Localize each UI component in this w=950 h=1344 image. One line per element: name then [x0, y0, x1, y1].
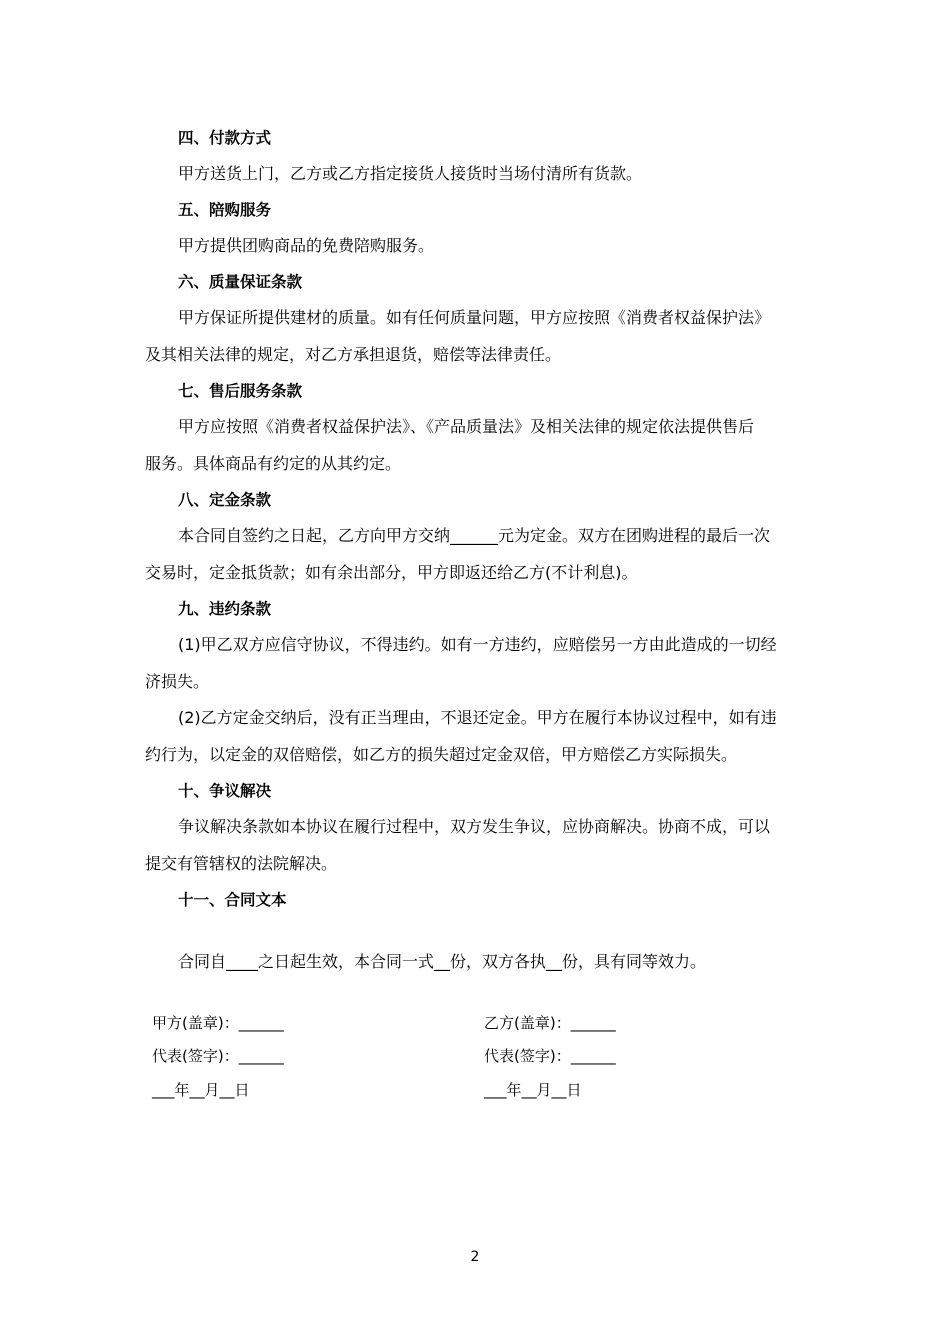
paragraph-line: (1)甲乙双方应信守协议，不得违约。如有一方违约，应赔偿另一方由此造成的一切经 [178, 635, 777, 654]
paragraph-line: (2)乙方定金交纳后，没有正当理由，不退还定金。甲方在履行本协议过程中，如有违 [178, 708, 777, 727]
paragraph-line: 本合同自签约之日起，乙方向甲方交纳______元为定金。双方在团购进程的最后一次 [178, 526, 771, 545]
paragraph-line: 甲方保证所提供建材的质量。如有任何质量问题，甲方应按照《消费者权益保护法》 [178, 308, 771, 327]
section-heading-quality: 六、质量保证条款 [178, 273, 303, 291]
party-b-seal: 乙方(盖章)：______ [484, 1014, 616, 1032]
page-number: 2 [470, 1249, 480, 1265]
section-heading-after-sales: 七、售后服务条款 [178, 382, 303, 400]
party-b-representative: 代表(签字)：______ [484, 1047, 616, 1065]
paragraph-line: 及其相关法律的规定，对乙方承担退货，赔偿等法律责任。 [145, 345, 562, 364]
paragraph-line: 合同自____之日起生效，本合同一式__份，双方各执__份，具有同等效力。 [178, 952, 707, 971]
party-a-date: ___年__月__日 [152, 1081, 250, 1099]
section-heading-shopping-service: 五、陪购服务 [178, 201, 272, 219]
party-b-date: ___年__月__日 [484, 1081, 582, 1099]
section-heading-breach: 九、违约条款 [178, 600, 272, 618]
paragraph-line: 甲方提供团购商品的免费陪购服务。 [178, 236, 435, 255]
paragraph-line: 约行为，以定金的双倍赔偿，如乙方的损失超过定金双倍，甲方赔偿乙方实际损失。 [145, 745, 738, 764]
section-heading-deposit: 八、定金条款 [178, 491, 272, 509]
paragraph-line: 提交有管辖权的法院解决。 [145, 854, 338, 873]
paragraph-line: 服务。具体商品有约定的从其约定。 [145, 454, 402, 473]
section-heading-dispute: 十、争议解决 [178, 782, 272, 800]
paragraph-line: 争议解决条款如本协议在履行过程中，双方发生争议，应协商解决。协商不成，可以 [178, 817, 771, 836]
section-heading-contract-text: 十一、合同文本 [178, 891, 287, 909]
section-heading-payment: 四、付款方式 [178, 129, 272, 147]
paragraph-line: 甲方应按照《消费者权益保护法》、《产品质量法》及相关法律的规定依法提供售后 [178, 417, 755, 436]
party-a-seal: 甲方(盖章)：______ [152, 1014, 284, 1032]
paragraph-line: 交易时，定金抵货款；如有余出部分，甲方即返还给乙方(不计利息)。 [145, 563, 638, 582]
paragraph-line: 济损失。 [145, 672, 210, 691]
party-a-representative: 代表(签字)：______ [152, 1047, 284, 1065]
paragraph-line: 甲方送货上门，乙方或乙方指定接货人接货时当场付清所有货款。 [178, 164, 643, 183]
